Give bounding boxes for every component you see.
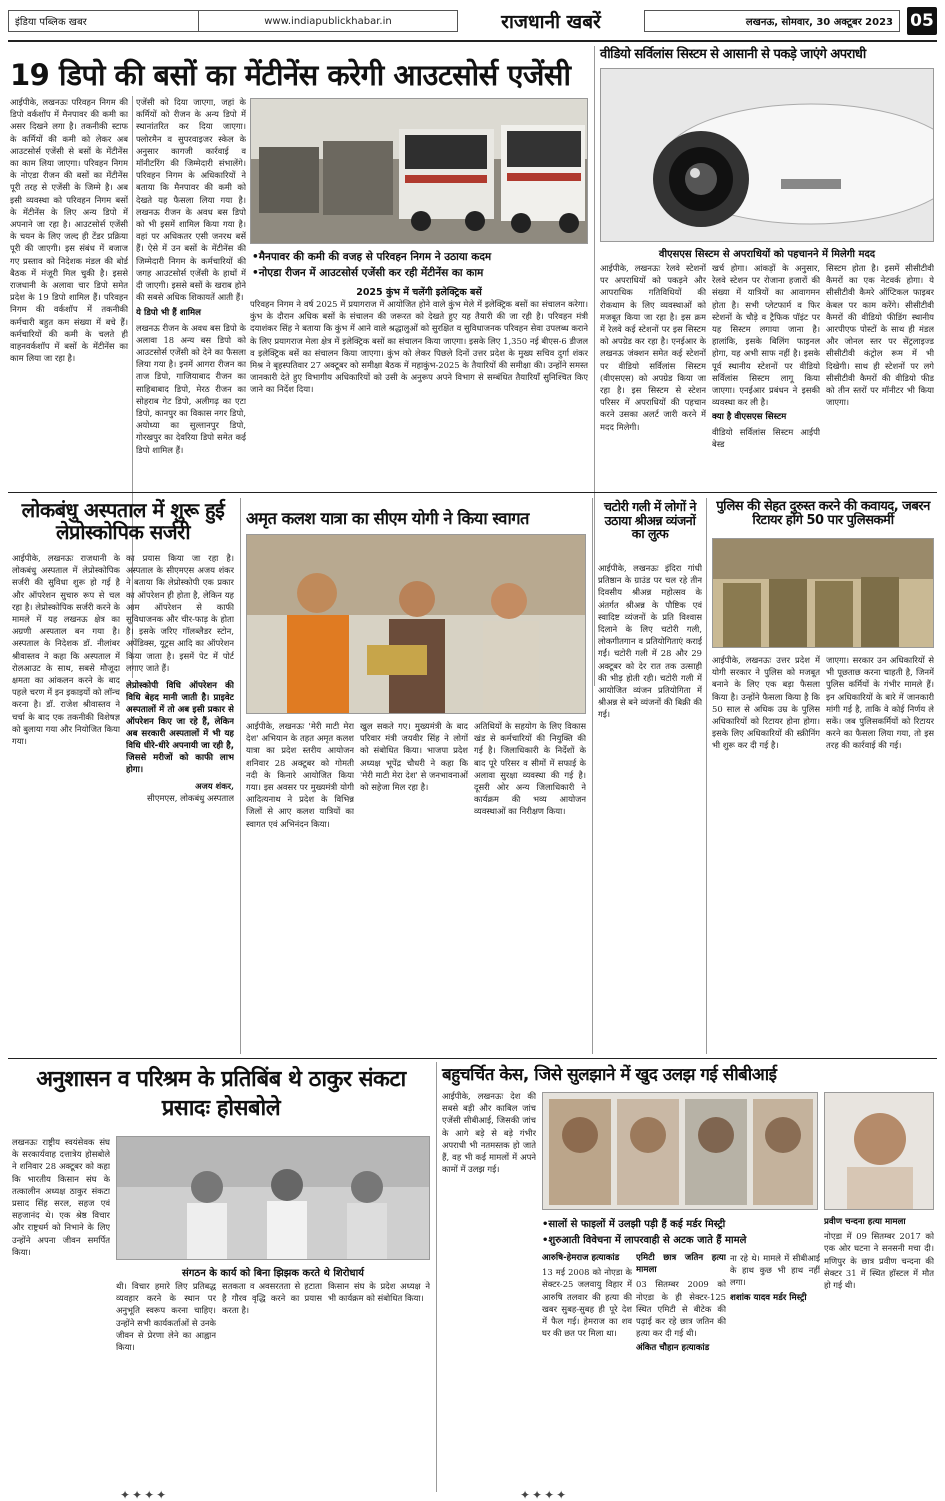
chaat-headline: चटोरी गली में लोगों ने उठाया श्रीअन्न व्यंजनों का लुत्फ [604, 499, 696, 541]
lohia-body-col2 [126, 552, 234, 1052]
dateline-box [644, 10, 900, 32]
yogi-event-photo [246, 534, 586, 714]
column-divider [592, 498, 593, 1054]
page-number: 05 [910, 11, 934, 31]
camera-illustration [601, 69, 934, 242]
masthead [8, 6, 937, 44]
cbi-victims-photo [542, 1092, 818, 1210]
cbi-girl-photo [824, 1092, 934, 1210]
cctv-body-col2-text: खर्च होगा। आंकड़ों के अनुसार, रेलवे स्टेशन पर रोजाना हजारों की संख्या में यात्रियों का आवागमन होता है। सभी प्लेटफार्म व फिर स्टेशनों के चौड़े व ट्रैफिक पॉइंट पर यह सिस्टम लगाया जाना है। हालांकि, इसके बिलिंग फाइनल होगा, यह अभी साफ नहीं है। इसके पूर्व स्थानीय स्टेशनों पर वीडियो सर्विलांस सिस्टम लागू किया जाएगा। एनईआर प्रबंधन ने इसकी व्यवस्था कर ली है। [712, 263, 820, 408]
bus-body-col2b-text: लखनऊ रीजन के अवध बस डिपो के अलावा 18 अन्य बस डिपो को आउटसोर्स एजेंसी को देने का फैसला लिया गया है। इनमें आगरा रीजन का ताज डिपो, गाजियाबाद रीजन का साहिबाबाद डिपो, मेरठ रीजन का सोहराब गेट डिपो, अलीगढ़ का एटा डिपो, कानपुर का विकास नगर डिपो, अयोध्या का सुल्तानपुर डिपो, गोरखपुर का देवरिया डिपो समेत कई डिपो शामिल हैं। [136, 322, 246, 455]
masthead-rule [8, 40, 937, 42]
cctv-headline: वीडियो सर्विलांस सिस्टम से आसानी से पकड़े जाएंगे अपराधी [600, 47, 866, 62]
cctv-body-col2b-text: वीडियो सर्विलांस सिस्टम आईपी बेस्ड [712, 426, 820, 449]
cbi-body-col4 [730, 1252, 820, 1486]
bus-caption-1 [252, 250, 588, 264]
website-box [198, 10, 458, 32]
police-body-col1-text: आईपीके, लखनऊः उत्तर प्रदेश में योगी सरकार ने पुलिस को मजबूत बनाने के लिए एक बड़ा फैसला किया है। उन्होंने फैसला किया है कि 50 साल से अधिक उम्र के पुलिस अधिकारियों को रिटायर होना होगा। इसके लिए अधिकारियों की स्क्रीनिंग भी शुरू कर दी गई है। [712, 655, 820, 751]
yogi-headline: अमृत कलश यात्रा का सीएम योगी ने किया स्वागत [246, 509, 529, 528]
yogi-body-col1 [246, 720, 354, 1054]
yogi-body-col2 [360, 720, 468, 1054]
section-rule [8, 1058, 937, 1059]
section-title-box [456, 6, 646, 36]
cbi-caption-2 [542, 1232, 818, 1246]
chaat-body [598, 562, 702, 1054]
dateline: लखनऊ, सोमवार, 30 अक्टूबर 2023 [745, 17, 893, 28]
section-title: राजधानी खबरें [501, 11, 601, 33]
bus-subhead: ये डिपो भी हैं शामिल [136, 308, 201, 319]
cbi-subhead-5: प्रवीण चन्दना हत्या मामला [824, 1217, 906, 1227]
police-body-col1 [712, 654, 820, 1054]
cctv-body-col3 [826, 262, 934, 484]
portrait-illustration [825, 1093, 934, 1210]
column-divider [240, 498, 241, 1054]
lohia-body-col1-text: आईपीके, लखनऊः राजधानी के लोकबंधु अस्पताल में लेप्रोस्कोपिक सर्जरी की सुविधा शुरू हो गई है और ऑपरेशन सुचारु रूप से चल रहा है। लेप्रोस्कोपिक सर्जरी करने के मामले में यह लखनऊ क्षेत्र का अग्रणी अस्पताल बन गया है। अस्पताल के निदेशक डॉ. नीलांबर श्रीवास्तव ने कहा कि अस्पताल में रोलआउट के साथ, सबसे मौजूदा क्षमता का आंकलन करने के बाद पहले चरण में इन इकाइयों को लॉन्च करना है। डॉ. राजेश श्रीवास्तव ने चर्चा के बाद एक तकनीकी विशेषज्ञ को बुलाया गया और नियोजित किया गया। [12, 553, 120, 747]
police-illustration [713, 539, 934, 648]
rss-caption: संगठन के कार्य को बिना झिझक करते थे शिरोधार्य [182, 1268, 364, 1279]
bus-body-col2-text: एजेंसी को दिया जाएगा, जहां के कर्मियों को रीजन के अन्य डिपो में स्थानांतरित कर दिया जाएगा। फ्लोरमैन व सुपरवाइजर स्केल के अनुसार कागजी कार्रवाई व मॉनीटरिंग की जिम्मेदारी संभालेंगे। परिवहन निगम के अधिकारियों ने बताया कि मैनपावर की कमी को देखते यह फैसला लिया गया है। लखनऊ रीजन के अवध बस डिपो को भी इसमें शामिल किया गया है। वहां पर अधिकतर एसी जनरथ बसें हैं। ऐसे में उन बसों के मेंटीनेंस की जिम्मेदारी निगम के कर्मचारियों की जगह आउटसोर्स एजेंसी के हाथों में दी जाएगी। इससे बसों के खराब होने की सबसे अधिक शिकायतें आती हैं। [136, 97, 246, 303]
yogi-body-col3-text: अतिथियों के सहयोग के लिए विकास खंड से कर्मचारियों की नियुक्ति की गई है। जिलाधिकारी के निर्देशों के बाद पूरे परिसर व सीमों में सफाई के अलावा सुरक्षा व्यवस्था की गई है। दूसरी ओर अन्य जिलाधिकारी ने कार्यक्रम की भव्य आयोजन व्यवस्थाओं का निरीक्षण किया। [474, 721, 586, 817]
cctv-body-col1-text: आईपीके, लखनऊः रेलवे स्टेशनों पर अपराधियों को पकड़ने और आपराधिक गतिविधियों की रोकथाम के लिए व्यवस्थाओं को मजबूत किया जा रहा है। इस क्रम में रेलवे कई स्टेशनों पर इस सिस्टम को अपग्रेड कर रहा है। एनईआर के लखनऊ जंक्शन समेत कई स्टेशनों पर वीडियो सर्विलांस सिस्टम (वीएसएस) को अपग्रेड किया जा रहा है। इस सिस्टम से स्टेशन परिसर में अपराधियों की पहचान करने उसका अलर्ट जारी करने में मदद मिलेगी। [600, 263, 706, 432]
cctv-camera-photo [600, 68, 934, 242]
footer-ornament: ✦✦✦✦ [120, 1488, 169, 1501]
rss-body-col2 [116, 1280, 216, 1484]
column-divider [706, 498, 707, 1054]
rss-body-col4 [328, 1280, 430, 1484]
bus-depot-photo [250, 98, 588, 244]
cbi-caption-2-text: • शुरुआती विवेचना में लापरवाही से अटक जाते हैं मामले [542, 1235, 746, 1246]
event-illustration [247, 535, 586, 714]
cbi-body-col2-text: 13 मई 2008 को नोएडा के सेक्टर-25 जलवायु विहार में आरुषि तलवार की हत्या की खबर सुबह-सुबह ही पूरे देश में फैल गई। हेमराज का शव घर की छत पर मिला था। [542, 1267, 632, 1339]
cctv-body-col1 [600, 262, 706, 484]
cbi-body-col1 [442, 1090, 536, 1486]
lohia-signature-name: अजय शंकर, [195, 781, 234, 792]
cbi-subhead-2: एमिटी छात्र जतिन हत्या मामला [636, 1253, 726, 1276]
lohia-body-col1 [12, 552, 120, 1052]
cbi-body-col1-text: आईपीके, लखनऊः देश की सबसे बड़ी और काबिल जांच एजेंसी सीबीआई, जिसकी जांच के आगे बड़े से बड़े गंभीर अपराधी भी नतमस्तक हो जाते हैं, वह भी कई मामलों में अपने कामों में उलझ गई। [442, 1091, 536, 1175]
bus-illustration [251, 99, 588, 244]
police-photo [712, 538, 934, 648]
rss-body-col3-text: सतकता व अवसरतता से हटाता है गौरव वृद्धि करने का प्रयास करता है। [222, 1281, 322, 1316]
cbi-body-col3-text: 03 सितम्बर 2009 को नोएडा के ही सेक्टर-125 स्थित एमिटी से बीटेक की पढ़ाई कर रहे छात्र जतिन की हत्या कर दी गई थी। [636, 1279, 726, 1339]
cbi-subhead-1: आरुषि-हेमराज हत्याकांड [542, 1253, 620, 1263]
cctv-body-col3-text: सिस्टम होता है। इसमें सीसीटीवी कैमरों का एक नेटवर्क होगा। ये सीसीटीवी कैमरे ऑप्टिकल फाइबर केबल पर काम करेंगे। सीसीटीवी कैमरों की वीडियो फीडिंग स्थानीय आरपीएफ पोस्टों के साथ ही मंडल और जोनल स्तर पर सेंट्रलाइज्ड सीसीटीवी कंट्रोल रूम में भी दिखेगी। साथ ही स्टेशनों पर लगे सीसीटीवी कैमरों की वीडियो फीड को तीन स्तरों पर मॉनीटर भी किया जाएगा। [826, 263, 934, 408]
rss-body-col3 [222, 1280, 322, 1484]
website-link[interactable]: www.indiapublickhabar.in [264, 15, 392, 27]
yogi-body-col2-text: खुल सकते गए। मुख्यमंत्री के बाद परिवार मंत्री जयवीर सिंह ने लोगों को संबोधित किया। भाजपा प्रदेश अध्यक्ष भूपेंद्र चौधरी ने कहा कि 'मेरी माटी मेरा देश' से जनभावनाओं को सहेजा मिल रहा है। [360, 721, 468, 793]
cbi-caption-1 [542, 1216, 818, 1230]
cbi-body-col3 [636, 1252, 726, 1486]
paper-name: इंडिया पब्लिक खबर [15, 17, 87, 28]
portrait-illustration [543, 1093, 818, 1210]
cctv-caption: वीएसएस सिस्टम से अपराधियों को पहचानने में मिलेगी मदद [658, 249, 876, 260]
ebus-subhead: 2025 कुंभ में चलेंगी इलेक्ट्रिक बसें [356, 287, 482, 298]
yogi-body-col3 [474, 720, 586, 1054]
cbi-body-col4-text: ना रहे थे। मामले में सीबीआई के हाथ कुछ भी हाथ नहीं लगा। [730, 1253, 820, 1288]
rss-illustration [117, 1137, 430, 1260]
lohia-highlight: लेप्रोस्कोपी विधि ऑपरेशन की विधि बेहद मानी जाती है। प्राइवेट अस्पतालों में तो अब इसी प्रकार से ऑपरेशन किए जा रहे हैं, लेकिन अब सरकारी अस्पतालों में भी यह विधि धीरे-धीरे अपनायी जा रही है, जिससे मरीजों को काफी लाभ होगा। [126, 681, 234, 776]
cbi-subhead-3: शशांक यादव मर्डर मिस्ट्री [730, 1292, 807, 1303]
rss-body-col2-text: थी। विचार हमारे लिए प्रतिबद्ध व्यवहार करने के स्थान पर अनुभूति स्वरूप करना चाहिए। उन्होंने सभी कार्यकर्ताओं से उनके जीवन से प्रेरणा लेने का आह्वान किया। [116, 1281, 216, 1353]
cbi-body-col5 [824, 1216, 934, 1486]
bus-caption-2-text: • नोएडा रीजन में आउटसोर्स एजेंसी कर रही मेंटीनेंस का काम [252, 267, 483, 279]
rss-headline: अनुशासन व परिश्रम के प्रतिबिंब थे ठाकुर संकटा प्रसादः होसबोले [36, 1067, 406, 1121]
cbi-body-col2 [542, 1252, 632, 1486]
cctv-subhead: क्या है वीएसएस सिस्टम [712, 412, 787, 423]
police-body-col2 [826, 654, 934, 1054]
lohia-signature-role: सीएमएस, लोकबंधु अस्पताल [147, 793, 234, 804]
rss-body-col1 [12, 1136, 110, 1486]
bus-body-col1-text: आईपीके, लखनऊः परिवहन निगम की डिपो वर्कशॉप में मैनपावर की कमी का असर दिखने लगा है। तकनीकी स्टाफ के कर्मियों की कमी को लेकर अब आउटसोर्स एजेंसी से बसों के मेंटीनेंस का काम लिया जाएगा। परिवहन निगम के नोएडा रीजन की बसों का मेंटीनेंस पूरी तरह से एजेंसी के जिम्मे है। अब इसी व्यवस्था को परिवहन निगम बसों के मेंटीनेंस के लिए अन्य डिपो में अपनाने जा रहा है। आउटसोर्स एजेंसी के चयन के लिए जल्द ही टेंडर प्रक्रिया पूरी की जाएगी। इस संबंध में बजाज गए प्रस्ताव को निदेशक मंडल की बोर्ड बैठक में मंजूरी मिल चुकी है। इससे राजधानी के अलावा चार डिपो समेत प्रदेश के 19 डिपो शामिल हैं। परिवहन निगम की वर्कशॉप में तकनीकी कर्मचारी बहुत कम संख्या में बचे हैं। कर्मचारियों की कमी के चलते ही वाहनवर्कशॉप में बसों के मेंटीनेंस का काम लिया जा रहा है। [10, 97, 128, 364]
page-number-badge [907, 7, 937, 35]
section-rule [8, 492, 937, 493]
column-divider [436, 1062, 437, 1492]
lohia-headline: लोकबंधु अस्पताल में शुरू हुई लेप्रोस्कोपिक सर्जरी [21, 498, 225, 544]
cctv-body-col2 [712, 262, 820, 484]
rss-event-photo [116, 1136, 430, 1260]
bus-headline: 19 डिपो की बसों का मेंटीनेंस करेगी आउटसोर्स एजेंसी [10, 58, 571, 92]
lohia-body-col2-text: का प्रयास किया जा रहा है। अस्पताल के सीएमएस अजय शंकर ने बताया कि लेप्रोस्कोपी एक प्रकार का ऑपरेशन ही होता है, लेकिन यह आम ऑपरेशन से काफी सुविधाजनक और चीर-फाड़ के होता है। इसके जरिए गॉलब्लैडर स्टोन, अपेंडिक्स, यूट्रस आदि का ऑपरेशन किया जाता है। इसमें पेट में पोर्ट लगाए जाते हैं। [126, 553, 234, 673]
rss-body-col1-text: लखनऊः राष्ट्रीय स्वयंसेवक संघ के सरकार्यवाह दत्तात्रेय होसबोले ने शनिवार 28 अक्टूबर को कहा कि भारतीय किसान संघ के तत्कालीन अध्यक्ष ठाकुर संकटा प्रसाद सिंह सरल, सहज एवं सहजानंद थे। एक श्रेष्ठ विचार और राष्ट्रधर्म को निभाने के लिए उन्होंने अपना जीवन समर्पित किया। [12, 1137, 110, 1257]
bus-caption-2 [252, 266, 588, 280]
ebus-body-text: परिवहन निगम ने वर्ष 2025 में प्रयागराज में आयोजित होने वाले कुंभ मेले में इलेक्ट्रिक बसों का संचालन करेगा। कुंभ के दौरान अधिक बसों के संचालन की जरूरत को देखते हुए यह तैयारी की जा रही है। परिवहन मंत्री दयाशंकर सिंह ने बताया कि कुंभ में आने वाले श्रद्धालुओं को सुरक्षित व सुविधाजनक परिवहन सेवा उपलब्ध कराने के लिए प्रयागराज मेला क्षेत्र में इलेक्ट्रिक बसों का संचालन किया जाएगा। इसके लिए 1,350 नई बीएस-6 डीजल व इलेक्ट्रिक बसें का संचालन किया जाएगा। कुंभ को लेकर पिछले दिनों उत्तर प्रदेश के मुख्य सचिव दुर्गा शंकर मिश्र ने बृहस्पतिवार 27 अक्टूबर को समीक्षा बैठक में महाकुंभ-2025 के तैयारियों की समीक्षा की। उन्होंने समस्त जानकारी देते हुए विभागीय अधिकारियों को उसी के अनुरूप अपने विभाग से सम्बंधित तैयारियाँ सुनिश्चित किए जाने का निर्देश दिया। [250, 299, 588, 395]
cbi-caption-1-text: • सालों से फाइलों में उलझी पड़ी हैं कई मर्डर मिस्ट्री [542, 1219, 725, 1230]
cbi-headline: बहुचर्चित केस, जिसे सुलझाने में खुद उलझ गई सीबीआई [442, 1065, 777, 1085]
cbi-subhead-4: अंकित चौहान हत्याकांड [636, 1343, 710, 1354]
chaat-body-text: आईपीके, लखनऊः इंदिरा गांधी प्रतिष्ठान के ग्राउंड पर चल रहे तीन दिवसीय श्रीअन्न महोत्सव के अंतर्गत श्रीअन्न के पौष्टिक एवं स्वादिष्ट व्यंजनों के प्रति विश्वास दिलाने के लिए चटोरी गली, लोकगीतगान व प्रतियोगिताएं कराई गईं। चटोरी गली में 28 और 29 अक्टूबर को देर रात तक उत्साही की भीड़ होती रही। चटोरी गली में आयोजित व्यंजन प्रतियोगिता में श्रीअन्न से बने व्यंजनों की बिक्री की गई। [598, 563, 702, 720]
footer-ornament: ✦✦✦✦ [520, 1488, 569, 1501]
bus-caption-1-text: • मैनपावर की कमी की वजह से परिवहन निगम ने उठाया कदम [252, 251, 491, 263]
police-body-col2-text: जाएगा। सरकार उन अधिकारियों से भी पूछताछ करना चाहती है, जिनमें पुलिस कर्मियों के गंभीर मामले हैं। इन अधिकारियों के बारे में जानकारी मांगी गई है, ताकि वे कोई निर्णय ले सकें। जब पुलिसकर्मियों को रिटायर करने का फैसला लिया गया, तो इस तरह की कार्रवाई की गई। [826, 655, 934, 751]
police-headline: पुलिस की सेहत दुरुस्त करने की कवायद, जबरन रिटायर होंगे 50 पार पुलिसकर्मी [716, 499, 930, 529]
column-divider [594, 46, 595, 686]
yogi-body-col1-text: आईपीके, लखनऊः 'मेरी माटी मेरा देश' अभियान के तहत अमृत कलश यात्रा का प्रदेश स्तरीय आयोजन शनिवार 28 अक्टूबर को गोमती नदी के किनारे आयोजित किया गया। इस अवसर पर मुख्यमंत्री योगी आदित्यनाथ ने प्रदेश के विभिन्न जिलों से आए कलश यात्रियों का स्वागत एवं अभिनंदन किया। [246, 721, 354, 829]
cbi-body-col5-text: नोएडा में 09 सितम्बर 2017 को एक ओर घटना ने सनसनी मचा दी। मणिपुर के छात्र प्रवीण चन्दना की सेक्टर 31 में स्थित हॉस्टल में मौत हो गई थी। [824, 1231, 934, 1291]
rss-body-col4-text: किसान संघ के प्रदेश अध्यक्ष ने भी कार्यक्रम को संबोधित किया। [328, 1281, 430, 1304]
